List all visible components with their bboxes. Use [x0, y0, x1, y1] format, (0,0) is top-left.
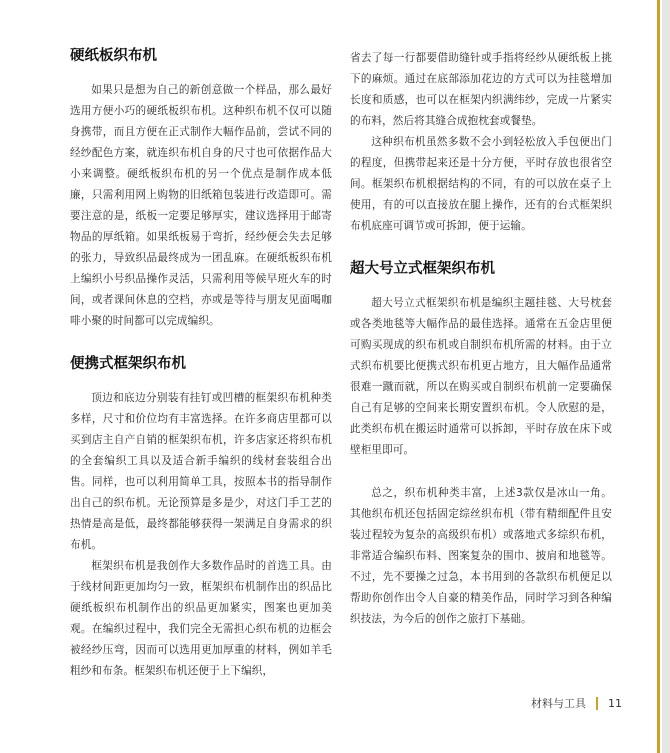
paragraph: 如果只是想为自己的新创意做一个样品，那么最好选用方便小巧的硬纸板织布机。这种织布机不仅可以随身携带，而且方便在正式制作大幅作品前，尝试不同的经纱配色方案，就连织布机自身的尺寸也可依据作品大小来调整。硬纸板织布机的另一个优点是制作成本低廉，只需利用网上购物的旧纸箱包装进行改造即可。需要注意的是，纸板一定要足够厚实，建议选择用于邮寄物品的厚纸箱。如果纸板易于弯折，经纱便会失去足够的张力，导致织品最终成为一团乱麻。在硬纸板织布机上编织小号织品操作灵活，只需利用等候早班火车的时间，或者课间休息的空档，亦或是等待与朋友见面喝咖啡小聚的时间都可以完成编织。: [70, 84, 332, 327]
page-footer: [531, 695, 622, 711]
accent-bar: [657, 0, 660, 753]
page-edge: [662, 0, 670, 753]
summary-paragraph: 总之，织布机种类丰富，上述3款仅是冰山一角。其他织布机还包括固定综丝织布机（带有精细配件且安装过程较为复杂的高级织布机）或落地式多综织布机，非常适合编织布料、图案复杂的围巾、披肩和地毯等。不过，先不要操之过急，本书用到的各款织布机便足以帮助你创作出令人自豪的精美作品，同时学习到各种编织技法，为今后的创作之旅打下基础。: [350, 487, 612, 625]
paragraph: 框架织布机是我创作大多数作品时的首选工具。由于线材间距更加均匀一致，框架织布机制作出的织品比硬纸板织布机制作出的织品更加紧实，图案也更加美观。在编织过程中，我们完全无需担心织布机的边框会被经纱压弯，因而可以选用更加厚重的材料，例如羊毛粗纱和布条。框架织布机还便于上下编织，: [70, 560, 332, 677]
section-title-portable-frame-loom: 便携式框架织布机: [70, 356, 186, 372]
footer-divider: [596, 697, 598, 710]
left-column: [70, 46, 332, 682]
footer-section-label: 材料与工具: [531, 697, 586, 710]
paragraph: 顶边和底边分别装有挂钉或凹槽的框架织布机种类多样，尺寸和价位均有丰富选择。在许多商店里都可以买到店主自产自销的框架织布机，许多店家还将织布机的全套编织工具以及适合新手编织的线材套装组合出售。同样，也可以利用简单工具，按照本书的指导制作出自己的织布机。无论预算是多是少，对这门手工艺的热情是高是低，最终都能够获得一架满足自身需求的织布机。: [70, 392, 332, 551]
page-number: 11: [608, 696, 622, 710]
section-title-cardboard-loom: 硬纸板织布机: [70, 48, 157, 64]
right-column: [350, 48, 612, 630]
paragraph: 超大号立式框架织布机是编织主题挂毯、大号枕套或各类地毯等大幅作品的最佳选择。通常在五金店里便可购买现成的织布机或自制织布机所需的材料。由于立式织布机要比便携式织布机更占地方，且大幅作品通常很难一蹴而就，所以在购买或自制织布机前一定要确保自己有足够的空间来长期安置织布机。令人欣慰的是，此类织布机在搬运时通常可以拆卸，平时存放在床下或壁柜里即可。: [350, 297, 612, 456]
section-title-large-standing-loom: 超大号立式框架织布机: [350, 261, 495, 277]
paragraph: 这种织布机虽然多数不会小到轻松放入手包便出门的程度，但携带起来还是十分方便，平时存放也很省空间。框架织布机根据结构的不同，有的可以放在桌子上使用，有的可以直接放在腿上操作，还有的台式框架织布机底座可调节或可拆卸，便于运输。: [350, 136, 612, 232]
paragraph-continued: 省去了每一行都要借助缝针或手指将经纱从硬纸板上挑下的麻烦。通过在底部添加花边的方式可以为挂毯增加长度和质感，也可以在框架内织满纬纱，完成一片紧实的布料，然后将其缝合成抱枕套或餐垫。: [350, 52, 612, 127]
